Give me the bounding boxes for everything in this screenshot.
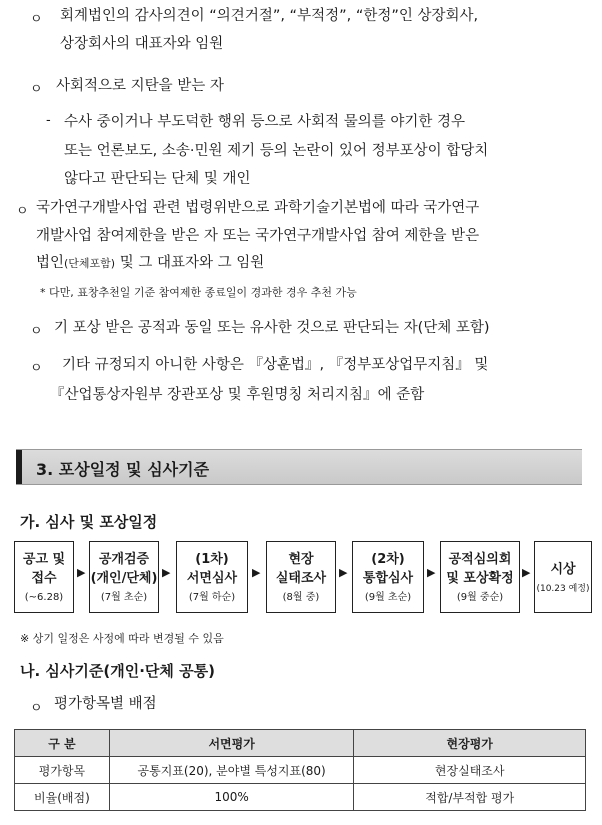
subheading-schedule: 가. 심사 및 포상일정 [20,513,158,531]
text-line: 개발사업 참여제한을 받은 자 또는 국가연구개발사업 참여 제한을 받은 [36,228,480,244]
text-line: 사회적으로 지탄을 받는 자 [56,78,224,94]
text-line: 평가항목별 배점 [54,696,157,712]
score-table [14,729,586,811]
arrow-right-icon: ▶ [77,566,86,579]
table-cell: 공통지표(20), 분야별 특성지표(80) [109,757,354,784]
table-cell: 현장실태조사 [354,757,586,784]
bullet-circle: ㅇ [30,324,43,339]
section-title: 3. 포상일정 및 심사기준 [36,460,210,479]
text-line: 기타 규정되지 아니한 사항은 『상훈법』, 『정부포상업무지침』 및 [62,357,489,373]
flow-step-document-review: (1차) 서면심사 (7월 하순) [176,541,248,613]
flow-step-integrated-review: (2차) 통합심사 (9월 초순) [352,541,424,613]
bullet-circle: ㅇ [30,361,43,376]
footnote: * 다만, 표창추천일 기준 참여제한 종료일이 경과한 경우 추천 가능 [40,286,357,299]
table-row [15,757,586,784]
arrow-right-icon: ▶ [252,566,261,579]
bullet-circle: ㅇ [30,12,43,27]
table-header-cell: 현장평가 [354,730,586,757]
section-header [16,449,582,485]
bullet-circle: ㅇ [30,82,43,97]
text-line: 회계법인의 감사의견이 “의견거절”, “부적정”, “한정”인 상장회사, [60,8,479,24]
text-line: 국가연구개발사업 관련 법령위반으로 과학기술기본법에 따라 국가연구 [36,200,480,216]
table-cell: 100% [109,784,354,811]
text-beopin: 법인 [36,255,65,271]
subheading-criteria: 나. 심사기준(개인·단체 공통) [20,662,215,680]
bullet-circle: ㅇ [30,701,43,716]
text-line: 수사 중이거나 부도덕한 행위 등으로 사회적 물의를 야기한 경우 [64,114,466,130]
flow-step-announce: 공고 및 접수 (~6.28) [14,541,74,613]
table-header-row [15,730,586,757]
arrow-right-icon: ▶ [162,566,171,579]
table-header-cell: 구 분 [15,730,110,757]
flow-step-committee: 공적심의회 및 포상확정 (9월 중순) [440,541,520,613]
text-beopin-rest: 및 그 대표자와 그 임원 [115,255,265,271]
arrow-right-icon: ▶ [427,566,436,579]
text-line: 상장회사의 대표자와 임원 [60,36,224,52]
section-accent [16,450,22,484]
table-cell: 적합/부적합 평가 [354,784,586,811]
bullet-circle: ㅇ [16,204,29,219]
table-cell: 평가항목 [15,757,110,784]
text-line: 『산업통상자원부 장관포상 및 후원명칭 처리지침』에 준함 [50,387,425,403]
text-line: 않다고 판단되는 단체 및 개인 [64,171,251,187]
flow-step-field-survey: 현장 실태조사 (8월 중) [266,541,336,613]
schedule-note: ※ 상기 일정은 사정에 따라 변경될 수 있음 [20,632,224,645]
text-line [36,253,264,274]
table-row [15,784,586,811]
text-line: 기 포상 받은 공적과 동일 또는 유사한 것으로 판단되는 자(단체 포함) [54,320,490,336]
table-cell: 비율(배점) [15,784,110,811]
flow-step-award: 시상 (10.23 예정) [534,541,592,613]
table-header-cell: 서면평가 [109,730,354,757]
flow-step-verification: 공개검증 (개인/단체) (7월 초순) [89,541,159,613]
text-dance-inclusion: (단체포함) [64,257,116,270]
arrow-right-icon: ▶ [339,566,348,579]
arrow-right-icon: ▶ [522,566,531,579]
bullet-dash: - [46,113,51,128]
text-line: 또는 언론보도, 소송·민원 제기 등의 논란이 있어 정부포상이 합당치 [64,143,489,159]
